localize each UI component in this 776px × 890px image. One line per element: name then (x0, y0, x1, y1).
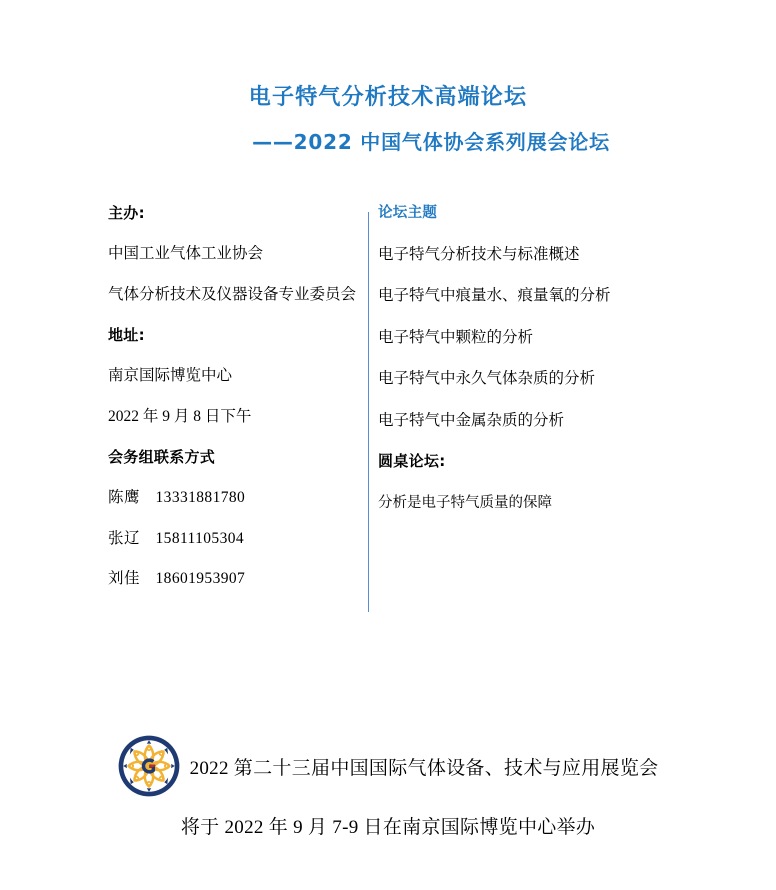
subtitle-row (0, 126, 776, 155)
contact-name: 张辽 (108, 529, 141, 547)
topic-item: 电子特气中颗粒的分析 (378, 328, 534, 346)
right-column (378, 206, 678, 511)
contact-name: 陈鹰 (108, 489, 141, 506)
contact-item (108, 490, 358, 506)
contact-label: 会务组联系方式 (108, 448, 216, 466)
roundtable-label: 圆桌论坛: (378, 452, 446, 470)
topic-item: 电子特气分析技术与标准概述 (378, 245, 580, 263)
exhibition-rosette-logo-icon (118, 735, 180, 797)
topic-item: 电子特气中痕量水、痕量氧的分析 (378, 287, 611, 304)
address-label: 地址: (108, 326, 145, 344)
title-block (0, 84, 776, 155)
page-title: 电子特气分析技术高端论坛 (248, 85, 528, 110)
footer (0, 735, 776, 839)
contact-phone: 15811105304 (155, 529, 245, 547)
body-columns (0, 206, 776, 626)
contact-item (108, 531, 358, 547)
topics-heading: 论坛主题 (378, 205, 438, 221)
organizer-item: 中国工业气体工业协会 (108, 245, 264, 262)
contact-item (108, 571, 358, 587)
footer-text-line-1: 2022 第二十三届中国国际气体设备、技术与应用展览会 (189, 757, 659, 779)
footer-line-1 (0, 735, 776, 797)
column-divider (368, 212, 369, 612)
topic-item: 电子特气中永久气体杂质的分析 (378, 370, 596, 387)
footer-text-line-2: 将于 2022 年 9 月 7-9 日在南京国际博览中心举办 (180, 817, 596, 838)
contact-phone: 18601953907 (155, 570, 246, 587)
left-column (108, 206, 358, 612)
address-line: 南京国际博览中心 (108, 367, 233, 384)
topic-item: 电子特气中金属杂质的分析 (378, 411, 565, 429)
contact-name: 刘佳 (108, 570, 141, 587)
roundtable-text: 分析是电子特气质量的保障 (378, 495, 552, 511)
footer-line-2 (0, 812, 776, 839)
page-subtitle: ——2022 中国气体协会系列展会论坛 (252, 129, 610, 154)
organizer-item: 气体分析技术及仪器设备专业委员会 (108, 285, 357, 303)
address-line: 2022 年 9 月 8 日下午 (108, 407, 252, 425)
organizer-label: 主办: (108, 204, 145, 222)
contact-phone: 13331881780 (155, 489, 246, 506)
